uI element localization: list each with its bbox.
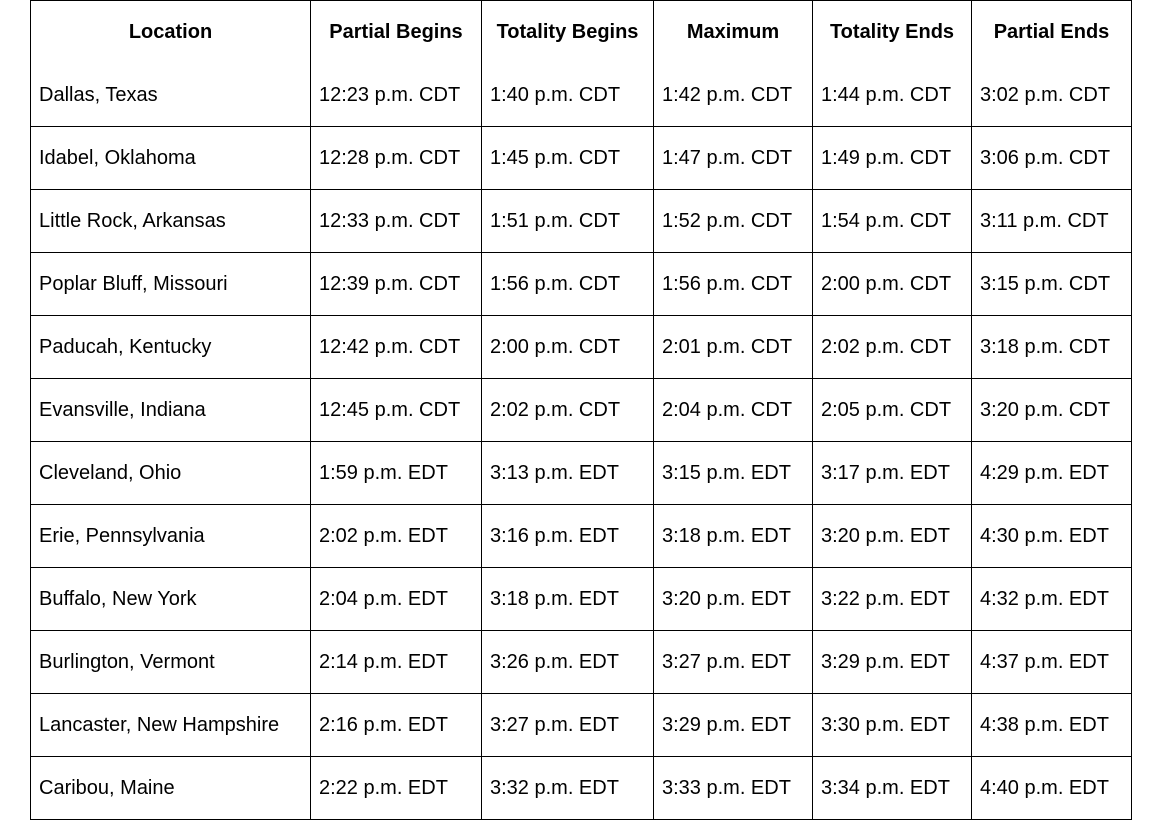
cell-maximum: 2:01 p.m. CDT: [654, 316, 813, 379]
table-row: [31, 505, 1132, 568]
cell-partial-begins: 12:42 p.m. CDT: [311, 316, 482, 379]
header-partial-ends: Partial Ends: [972, 1, 1132, 65]
cell-partial-ends: 3:02 p.m. CDT: [972, 64, 1132, 127]
cell-maximum: 2:04 p.m. CDT: [654, 379, 813, 442]
cell-partial-ends: 4:30 p.m. EDT: [972, 505, 1132, 568]
cell-partial-begins: 2:14 p.m. EDT: [311, 631, 482, 694]
cell-partial-ends: 3:18 p.m. CDT: [972, 316, 1132, 379]
table-header-row: [31, 1, 1132, 65]
cell-partial-ends: 3:06 p.m. CDT: [972, 127, 1132, 190]
cell-location: Caribou, Maine: [31, 757, 311, 820]
cell-location: Erie, Pennsylvania: [31, 505, 311, 568]
cell-location: Buffalo, New York: [31, 568, 311, 631]
cell-location: Poplar Bluff, Missouri: [31, 253, 311, 316]
cell-partial-begins: 2:04 p.m. EDT: [311, 568, 482, 631]
header-totality-ends: Totality Ends: [813, 1, 972, 65]
cell-totality-ends: 3:34 p.m. EDT: [813, 757, 972, 820]
header-totality-begins: Totality Begins: [482, 1, 654, 65]
cell-totality-ends: 2:00 p.m. CDT: [813, 253, 972, 316]
cell-partial-begins: 12:45 p.m. CDT: [311, 379, 482, 442]
table-row: [31, 694, 1132, 757]
header-maximum: Maximum: [654, 1, 813, 65]
table-row: [31, 127, 1132, 190]
cell-partial-begins: 2:16 p.m. EDT: [311, 694, 482, 757]
cell-totality-ends: 3:22 p.m. EDT: [813, 568, 972, 631]
cell-totality-begins: 3:32 p.m. EDT: [482, 757, 654, 820]
cell-maximum: 1:52 p.m. CDT: [654, 190, 813, 253]
cell-location: Idabel, Oklahoma: [31, 127, 311, 190]
cell-partial-ends: 3:20 p.m. CDT: [972, 379, 1132, 442]
cell-totality-begins: 3:18 p.m. EDT: [482, 568, 654, 631]
cell-maximum: 3:18 p.m. EDT: [654, 505, 813, 568]
table-row: [31, 64, 1132, 127]
table-row: [31, 631, 1132, 694]
cell-partial-ends: 4:29 p.m. EDT: [972, 442, 1132, 505]
table-row: [31, 379, 1132, 442]
cell-totality-ends: 1:44 p.m. CDT: [813, 64, 972, 127]
cell-partial-ends: 3:15 p.m. CDT: [972, 253, 1132, 316]
cell-totality-begins: 2:02 p.m. CDT: [482, 379, 654, 442]
cell-maximum: 1:47 p.m. CDT: [654, 127, 813, 190]
cell-location: Lancaster, New Hampshire: [31, 694, 311, 757]
cell-partial-begins: 12:23 p.m. CDT: [311, 64, 482, 127]
cell-totality-begins: 1:45 p.m. CDT: [482, 127, 654, 190]
cell-totality-begins: 1:51 p.m. CDT: [482, 190, 654, 253]
cell-totality-begins: 3:16 p.m. EDT: [482, 505, 654, 568]
cell-totality-ends: 1:54 p.m. CDT: [813, 190, 972, 253]
cell-totality-ends: 3:17 p.m. EDT: [813, 442, 972, 505]
cell-totality-begins: 1:40 p.m. CDT: [482, 64, 654, 127]
cell-partial-begins: 2:22 p.m. EDT: [311, 757, 482, 820]
header-partial-begins: Partial Begins: [311, 1, 482, 65]
cell-totality-ends: 3:20 p.m. EDT: [813, 505, 972, 568]
cell-maximum: 3:29 p.m. EDT: [654, 694, 813, 757]
cell-location: Little Rock, Arkansas: [31, 190, 311, 253]
cell-location: Burlington, Vermont: [31, 631, 311, 694]
table-body: [31, 64, 1132, 820]
cell-maximum: 1:42 p.m. CDT: [654, 64, 813, 127]
cell-maximum: 3:20 p.m. EDT: [654, 568, 813, 631]
cell-partial-begins: 12:39 p.m. CDT: [311, 253, 482, 316]
cell-totality-ends: 3:29 p.m. EDT: [813, 631, 972, 694]
table-row: [31, 757, 1132, 820]
cell-totality-ends: 2:02 p.m. CDT: [813, 316, 972, 379]
cell-totality-ends: 2:05 p.m. CDT: [813, 379, 972, 442]
cell-maximum: 3:27 p.m. EDT: [654, 631, 813, 694]
cell-totality-begins: 3:27 p.m. EDT: [482, 694, 654, 757]
table-row: [31, 568, 1132, 631]
cell-totality-ends: 3:30 p.m. EDT: [813, 694, 972, 757]
cell-location: Evansville, Indiana: [31, 379, 311, 442]
cell-totality-ends: 1:49 p.m. CDT: [813, 127, 972, 190]
cell-partial-ends: 4:38 p.m. EDT: [972, 694, 1132, 757]
cell-partial-begins: 2:02 p.m. EDT: [311, 505, 482, 568]
table-row: [31, 442, 1132, 505]
cell-partial-ends: 3:11 p.m. CDT: [972, 190, 1132, 253]
cell-partial-begins: 1:59 p.m. EDT: [311, 442, 482, 505]
cell-totality-begins: 3:13 p.m. EDT: [482, 442, 654, 505]
cell-maximum: 3:15 p.m. EDT: [654, 442, 813, 505]
cell-maximum: 3:33 p.m. EDT: [654, 757, 813, 820]
eclipse-times-table-container: [30, 0, 1131, 820]
header-location: Location: [31, 1, 311, 65]
cell-partial-ends: 4:40 p.m. EDT: [972, 757, 1132, 820]
cell-partial-begins: 12:28 p.m. CDT: [311, 127, 482, 190]
cell-location: Cleveland, Ohio: [31, 442, 311, 505]
cell-maximum: 1:56 p.m. CDT: [654, 253, 813, 316]
eclipse-times-table: [30, 0, 1132, 820]
cell-totality-begins: 2:00 p.m. CDT: [482, 316, 654, 379]
cell-partial-ends: 4:37 p.m. EDT: [972, 631, 1132, 694]
cell-location: Dallas, Texas: [31, 64, 311, 127]
cell-location: Paducah, Kentucky: [31, 316, 311, 379]
table-row: [31, 253, 1132, 316]
table-row: [31, 316, 1132, 379]
cell-partial-ends: 4:32 p.m. EDT: [972, 568, 1132, 631]
cell-partial-begins: 12:33 p.m. CDT: [311, 190, 482, 253]
cell-totality-begins: 1:56 p.m. CDT: [482, 253, 654, 316]
cell-totality-begins: 3:26 p.m. EDT: [482, 631, 654, 694]
table-row: [31, 190, 1132, 253]
